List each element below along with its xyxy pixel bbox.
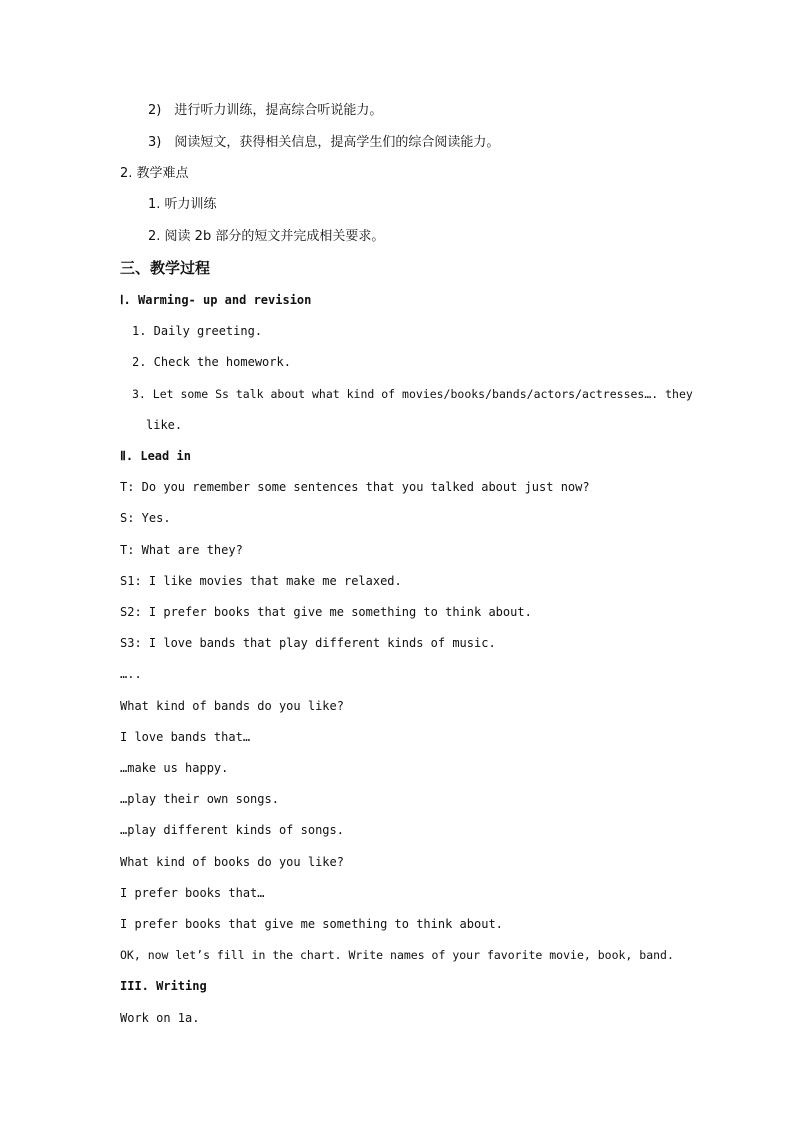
dialogue-line: I love bands that… <box>120 730 251 744</box>
dialogue-line: T: Do you remember some sentences that you talked about just now? <box>120 480 590 494</box>
section-warming-up-title: Ⅰ. Warming- up and revision <box>120 293 312 307</box>
dialogue-line: OK, now let’s fill in the chart. Write names of your favorite movie, book, band. <box>120 948 674 962</box>
process-title: 三、教学过程 <box>120 259 211 277</box>
difficulty-item-2: 2. 阅读 2b 部分的短文并完成相关要求。 <box>148 229 385 244</box>
section-lead-in-title: Ⅱ. Lead in <box>120 449 191 463</box>
dialogue-line: S: Yes. <box>120 511 171 525</box>
warmup-item-2: 2. Check the homework. <box>132 355 291 369</box>
difficulty-item-1: 1. 听力训练 <box>148 197 217 212</box>
dialogue-line: S3: I love bands that play different kinds of music. <box>120 636 496 650</box>
writing-line: Work on 1a. <box>120 1011 200 1025</box>
dialogue-line: I prefer books that… <box>120 886 265 900</box>
section-writing-title: III. Writing <box>120 979 207 993</box>
dialogue-line: ….. <box>120 667 142 681</box>
objective-item-3: 3) 阅读短文，获得相关信息，提高学生们的综合阅读能力。 <box>148 135 500 150</box>
dialogue-line: …make us happy. <box>120 761 229 775</box>
dialogue-line: I prefer books that give me something to think about. <box>120 917 503 931</box>
dialogue-line: S2: I prefer books that give me something to think about. <box>120 605 532 619</box>
dialogue-line: What kind of books do you like? <box>120 855 344 869</box>
warmup-item-3: 3. Let some Ss talk about what kind of movies/books/bands/actors/actresses…. they <box>132 387 693 401</box>
dialogue-line: S1: I like movies that make me relaxed. <box>120 574 402 588</box>
dialogue-line: …play their own songs. <box>120 792 279 806</box>
difficulties-title: 2. 教学难点 <box>120 166 189 181</box>
warmup-item-3-continued: like. <box>146 418 183 432</box>
dialogue-line: …play different kinds of songs. <box>120 823 344 837</box>
dialogue-line: What kind of bands do you like? <box>120 699 344 713</box>
warmup-item-1: 1. Daily greeting. <box>132 324 263 338</box>
dialogue-line: T: What are they? <box>120 543 243 557</box>
objective-item-2: 2) 进行听力训练，提高综合听说能力。 <box>148 103 383 118</box>
